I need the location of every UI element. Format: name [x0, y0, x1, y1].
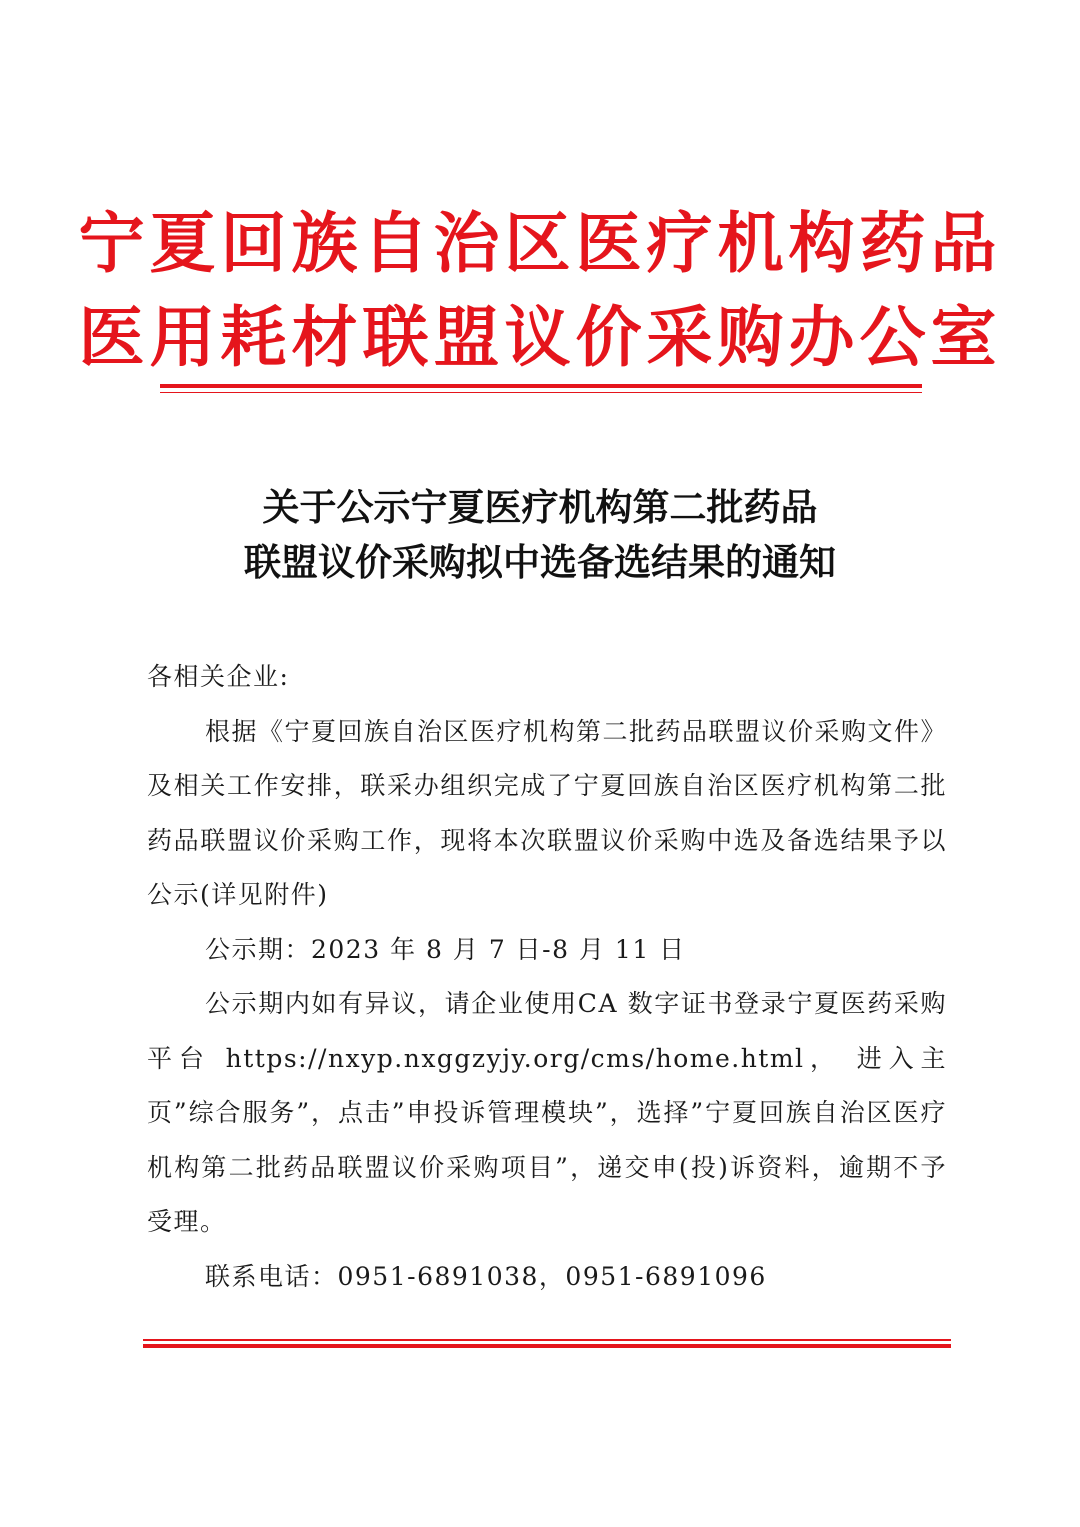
- masthead-divider-thin: [160, 392, 922, 393]
- publicity-period: 公示期：2023 年 8 月 7 日-8 月 11 日: [205, 934, 686, 964]
- footer-divider: [143, 1344, 951, 1348]
- masthead-line-1: 宁夏回族自治区医疗机构药品: [78, 205, 1002, 282]
- salutation: 各相关企业:: [147, 662, 290, 691]
- contact-phone: 联系电话：0951-6891038，0951-6891096: [205, 1261, 767, 1291]
- document-title-line-1: 关于公示宁夏医疗机构第二批药品: [262, 485, 818, 529]
- document-body: [147, 650, 947, 1304]
- footer-divider-thin: [143, 1339, 951, 1341]
- document-title-line-2: 联盟议价采购拟中选备选结果的通知: [244, 540, 836, 584]
- masthead-divider: [160, 384, 922, 388]
- paragraph-announcement: 根据《宁夏回族自治区医疗机构第二批药品联盟议价采购文件》及相关工作安排，联采办组织完成了宁夏回族自治区医疗机构第二批药品联盟议价采购工作，现将本次联盟议价采购中选及备选结果予以公示(详见附件): [147, 716, 948, 909]
- masthead-line-2: 医用耗材联盟议价采购办公室: [78, 299, 1002, 376]
- paragraph-objection: 公示期内如有异议，请企业使用CA 数字证书登录宁夏医药采购平台 https://nxyp.nxggzyjy.org/cms/home.html， 进入主页”综合服务”，点击”申投诉管理模块”，选择”宁夏回族自治区医疗机构第二批药品联盟议价采购项目”，递交申(投)诉资料，逾期不予受理。: [147, 989, 947, 1236]
